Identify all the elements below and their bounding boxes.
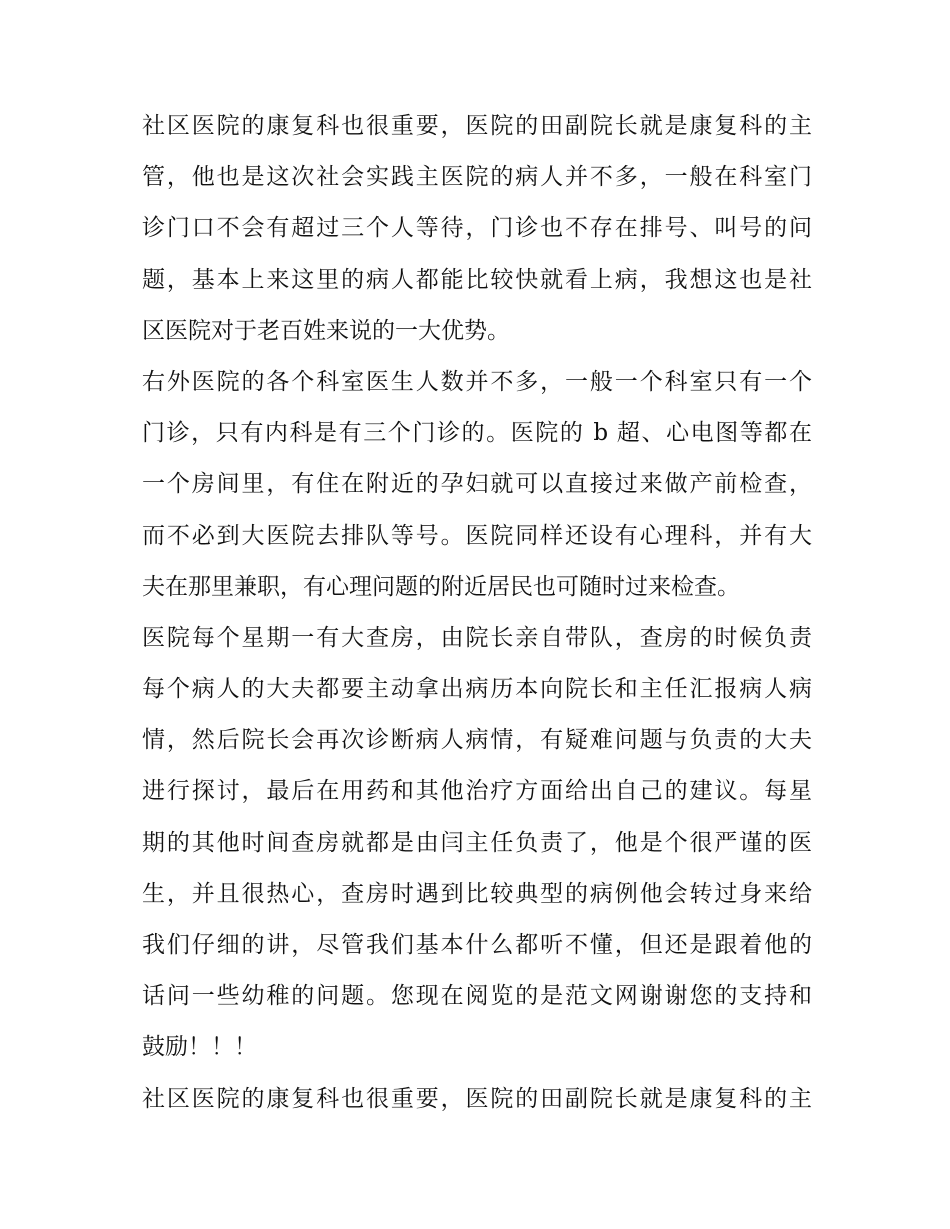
text-line: 社区医院的康复科也很重要，医院的田副院长就是康复科的主 xyxy=(142,113,812,139)
text-line: 右外医院的各个科室医生人数并不多，一般一个科室只有一个 xyxy=(142,368,812,395)
text-line: 门诊，只有内科是有三个门诊的。医院的 b 超、心电图等都在 xyxy=(142,420,812,447)
text-line: 诊门口不会有超过三个人等待，门诊也不存在排号、叫号的问 xyxy=(142,215,812,242)
text-line: 管，他也是这次社会实践主医院的病人并不多，一般在科室门 xyxy=(142,164,812,191)
text-line: 夫在那里兼职，有心理问题的附近居民也可随时过来检查。 xyxy=(142,573,740,600)
text-line: 医院每个星期一有大查房，由院长亲自带队，查房的时候负责 xyxy=(142,624,812,651)
paragraph-rehab-intro xyxy=(142,101,812,357)
text-line: 题，基本上来这里的病人都能比较快就看上病，我想这也是社 xyxy=(142,266,812,293)
text-line: 我们仔细的讲，尽管我们基本什么都听不懂，但还是跟着他的 xyxy=(142,932,812,958)
text-line: 区医院对于老百姓来说的一大优势。 xyxy=(142,317,510,344)
paragraph-departments xyxy=(142,357,812,613)
text-line: 社区医院的康复科也很重要，医院的田副院长就是康复科的主 xyxy=(142,1085,812,1112)
paragraph-ward-rounds xyxy=(142,613,812,1074)
text-line: 话问一些幼稚的问题。您现在阅览的是范文网谢谢您的支持和 xyxy=(142,983,812,1010)
text-line: 情，然后院长会再次诊断病人病情，有疑难问题与负责的大夫 xyxy=(142,727,812,754)
text-line: 进行探讨，最后在用药和其他治疗方面给出自己的建议。每星 xyxy=(142,778,812,805)
paragraph-rehab-repeat xyxy=(142,1074,812,1125)
text-line: 生，并且很热心，查房时遇到比较典型的病例他会转过身来给 xyxy=(142,880,812,907)
text-line: 每个病人的大夫都要主动拿出病历本向院长和主任汇报病人病 xyxy=(142,676,812,703)
text-line: 鼓励！！！ xyxy=(142,1034,257,1061)
document-body xyxy=(142,101,812,1125)
text-line: 而不必到大医院去排队等号。医院同样还设有心理科，并有大 xyxy=(142,522,812,549)
text-line: 一个房间里，有住在附近的孕妇就可以直接过来做产前检查， xyxy=(142,471,812,498)
text-line: 期的其他时间查房就都是由闫主任负责了，他是个很严谨的医 xyxy=(142,829,812,856)
